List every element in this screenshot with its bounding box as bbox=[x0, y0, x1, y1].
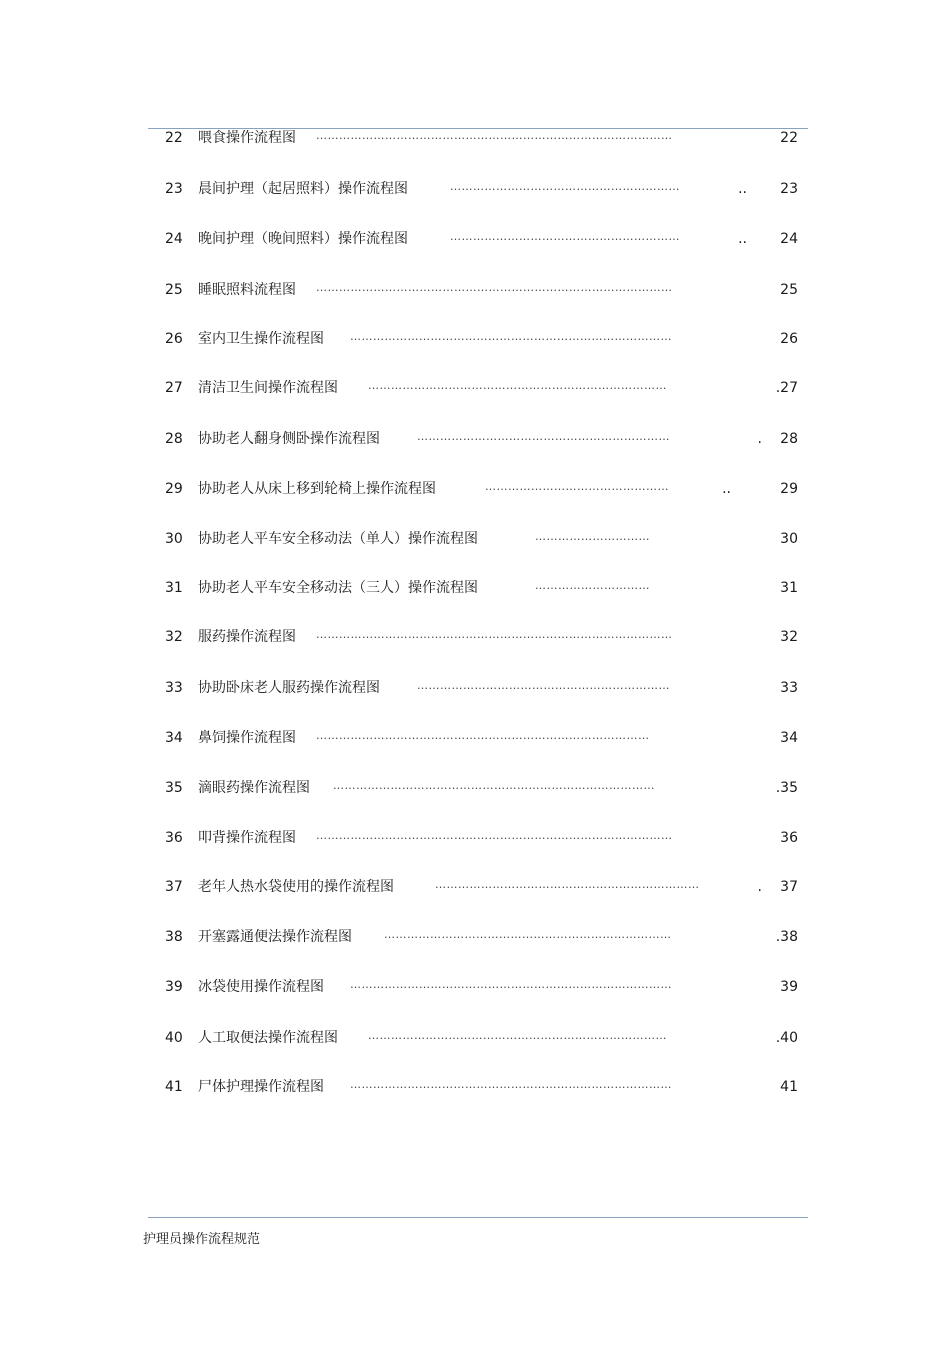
toc-entry-title: 叩背操作流程图 bbox=[198, 830, 296, 846]
toc-entry-number: 26 bbox=[165, 331, 183, 347]
toc-entry-leader: …………………………………………………… bbox=[450, 180, 680, 193]
toc-entry[interactable] bbox=[0, 327, 950, 351]
toc-entry-leader-tail: . bbox=[757, 431, 762, 447]
toc-entry-title: 睡眠照料流程图 bbox=[198, 282, 296, 298]
toc-entry-number: 30 bbox=[165, 531, 183, 547]
toc-entry[interactable] bbox=[0, 676, 950, 700]
toc-entry-number: 34 bbox=[165, 730, 183, 746]
toc-entry-page-number: 37 bbox=[780, 879, 798, 895]
toc-entry-leader: ………………………… bbox=[535, 579, 650, 592]
toc-entry-leader: ………………………………………………………………………… bbox=[350, 1078, 672, 1091]
toc-entry-leader: ………………………………………………………… bbox=[417, 430, 670, 443]
toc-entry-number: 39 bbox=[165, 979, 183, 995]
toc-entry-leader-tail: .. bbox=[722, 481, 731, 497]
toc-entry-leader: …………………………………………………………………… bbox=[368, 379, 667, 392]
toc-entry-title: 喂食操作流程图 bbox=[198, 130, 296, 146]
toc-entry-leader: …………………………………………………………………… bbox=[368, 1029, 667, 1042]
toc-entry-number: 37 bbox=[165, 879, 183, 895]
toc-entry-title: 清洁卫生间操作流程图 bbox=[198, 380, 338, 396]
toc-entry[interactable] bbox=[0, 726, 950, 750]
toc-entry-leader-tail: .. bbox=[738, 181, 747, 197]
toc-entry[interactable] bbox=[0, 975, 950, 999]
toc-entry-page-number: 23 bbox=[780, 181, 798, 197]
toc-entry-page-number: 34 bbox=[780, 730, 798, 746]
toc-entry-leader: ………………………………………………………………………………… bbox=[316, 281, 673, 294]
toc-entry[interactable] bbox=[0, 177, 950, 201]
toc-entry-title: 服药操作流程图 bbox=[198, 629, 296, 645]
toc-entry-page-number: 26 bbox=[780, 331, 798, 347]
toc-entry-title: 协助老人平车安全移动法（三人）操作流程图 bbox=[198, 580, 478, 596]
toc-entry-title: 开塞露通便法操作流程图 bbox=[198, 929, 352, 945]
toc-entry-title: 协助老人翻身侧卧操作流程图 bbox=[198, 431, 380, 447]
toc-entry-number: 25 bbox=[165, 282, 183, 298]
toc-entry-page-number: 24 bbox=[780, 231, 798, 247]
toc-entry-page-number: 39 bbox=[780, 979, 798, 995]
toc-entry-leader: ………………………………………………………………………… bbox=[350, 978, 672, 991]
toc-entry-leader: ………………………………………………………… bbox=[417, 679, 670, 692]
toc-entry-leader-tail: . bbox=[757, 879, 762, 895]
toc-entry-number: 36 bbox=[165, 830, 183, 846]
toc-entry[interactable] bbox=[0, 925, 950, 949]
toc-entry-page-number: 33 bbox=[780, 680, 798, 696]
toc-entry[interactable] bbox=[0, 227, 950, 251]
toc-entry-number: 23 bbox=[165, 181, 183, 197]
toc-entry-leader: ………………………………………………………………………………… bbox=[316, 129, 673, 142]
toc-entry-title: 晚间护理（晚间照料）操作流程图 bbox=[198, 231, 408, 247]
toc-entry-number: 35 bbox=[165, 780, 183, 796]
toc-entry-number: 28 bbox=[165, 431, 183, 447]
toc-entry[interactable] bbox=[0, 1026, 950, 1050]
toc-entry-leader: …………………………………………………… bbox=[450, 230, 680, 243]
toc-entry-title: 协助老人从床上移到轮椅上操作流程图 bbox=[198, 481, 436, 497]
toc-entry-page-number: 31 bbox=[780, 580, 798, 596]
toc-entry-title: 协助卧床老人服药操作流程图 bbox=[198, 680, 380, 696]
toc-entry-title: 冰袋使用操作流程图 bbox=[198, 979, 324, 995]
toc-entry-title: 协助老人平车安全移动法（单人）操作流程图 bbox=[198, 531, 478, 547]
toc-entry[interactable] bbox=[0, 776, 950, 800]
toc-entry[interactable] bbox=[0, 527, 950, 551]
toc-entry-title: 人工取便法操作流程图 bbox=[198, 1030, 338, 1046]
toc-entry-leader-tail: .. bbox=[738, 231, 747, 247]
toc-entry-number: 29 bbox=[165, 481, 183, 497]
toc-entry-number: 24 bbox=[165, 231, 183, 247]
toc-entry[interactable] bbox=[0, 427, 950, 451]
toc-entry-page-number: 29 bbox=[780, 481, 798, 497]
toc-entry[interactable] bbox=[0, 875, 950, 899]
toc-entry[interactable] bbox=[0, 477, 950, 501]
toc-entry-title: 室内卫生操作流程图 bbox=[198, 331, 324, 347]
toc-entry[interactable] bbox=[0, 576, 950, 600]
toc-entry-number: 40 bbox=[165, 1030, 183, 1046]
footer-text: 护理员操作流程规范 bbox=[143, 1232, 261, 1247]
toc-entry-page-number: .35 bbox=[775, 780, 798, 796]
toc-entry-leader: ………………………………………………………………………… bbox=[350, 330, 672, 343]
toc-entry[interactable] bbox=[0, 126, 950, 150]
toc-entry[interactable] bbox=[0, 376, 950, 400]
toc-entry-number: 27 bbox=[165, 380, 183, 396]
toc-entry-page-number: 36 bbox=[780, 830, 798, 846]
toc-entry-page-number: 22 bbox=[780, 130, 798, 146]
toc-entry[interactable] bbox=[0, 826, 950, 850]
toc-entry-leader: ………………………………………………………………………………… bbox=[316, 628, 673, 641]
toc-entry-page-number: .27 bbox=[775, 380, 798, 396]
toc-entry-page-number: 32 bbox=[780, 629, 798, 645]
toc-entry[interactable] bbox=[0, 625, 950, 649]
toc-entry-leader: ………………………………………… bbox=[485, 480, 669, 493]
toc-entry-title: 鼻饲操作流程图 bbox=[198, 730, 296, 746]
toc-entry-title: 滴眼药操作流程图 bbox=[198, 780, 310, 796]
toc-entry-page-number: .40 bbox=[775, 1030, 798, 1046]
toc-entry-number: 31 bbox=[165, 580, 183, 596]
toc-entry-title: 尸体护理操作流程图 bbox=[198, 1079, 324, 1095]
toc-entry-number: 32 bbox=[165, 629, 183, 645]
toc-entry-number: 38 bbox=[165, 929, 183, 945]
toc-entry-number: 22 bbox=[165, 130, 183, 146]
toc-entry-title: 晨间护理（起居照料）操作流程图 bbox=[198, 181, 408, 197]
toc-entry-leader: ………………………………………………………………………… bbox=[333, 779, 655, 792]
toc-entry[interactable] bbox=[0, 1075, 950, 1099]
toc-entry-title: 老年人热水袋使用的操作流程图 bbox=[198, 879, 394, 895]
footer-rule bbox=[148, 1217, 808, 1218]
toc-entry-leader: …………………………………………………………………………… bbox=[316, 729, 650, 742]
toc-entry-leader: ………………………………………………………………………………… bbox=[316, 829, 673, 842]
toc-entry-leader: ………………………………………………………………… bbox=[384, 928, 672, 941]
toc-entry-page-number: 25 bbox=[780, 282, 798, 298]
toc-entry-number: 33 bbox=[165, 680, 183, 696]
toc-entry-page-number: 41 bbox=[780, 1079, 798, 1095]
toc-entry-leader: …………………………………………………………… bbox=[435, 878, 700, 891]
toc-entry-leader: ………………………… bbox=[535, 530, 650, 543]
toc-entry[interactable] bbox=[0, 278, 950, 302]
toc-entry-number: 41 bbox=[165, 1079, 183, 1095]
toc-entry-page-number: 28 bbox=[780, 431, 798, 447]
toc-entry-page-number: 30 bbox=[780, 531, 798, 547]
toc-entry-page-number: .38 bbox=[775, 929, 798, 945]
